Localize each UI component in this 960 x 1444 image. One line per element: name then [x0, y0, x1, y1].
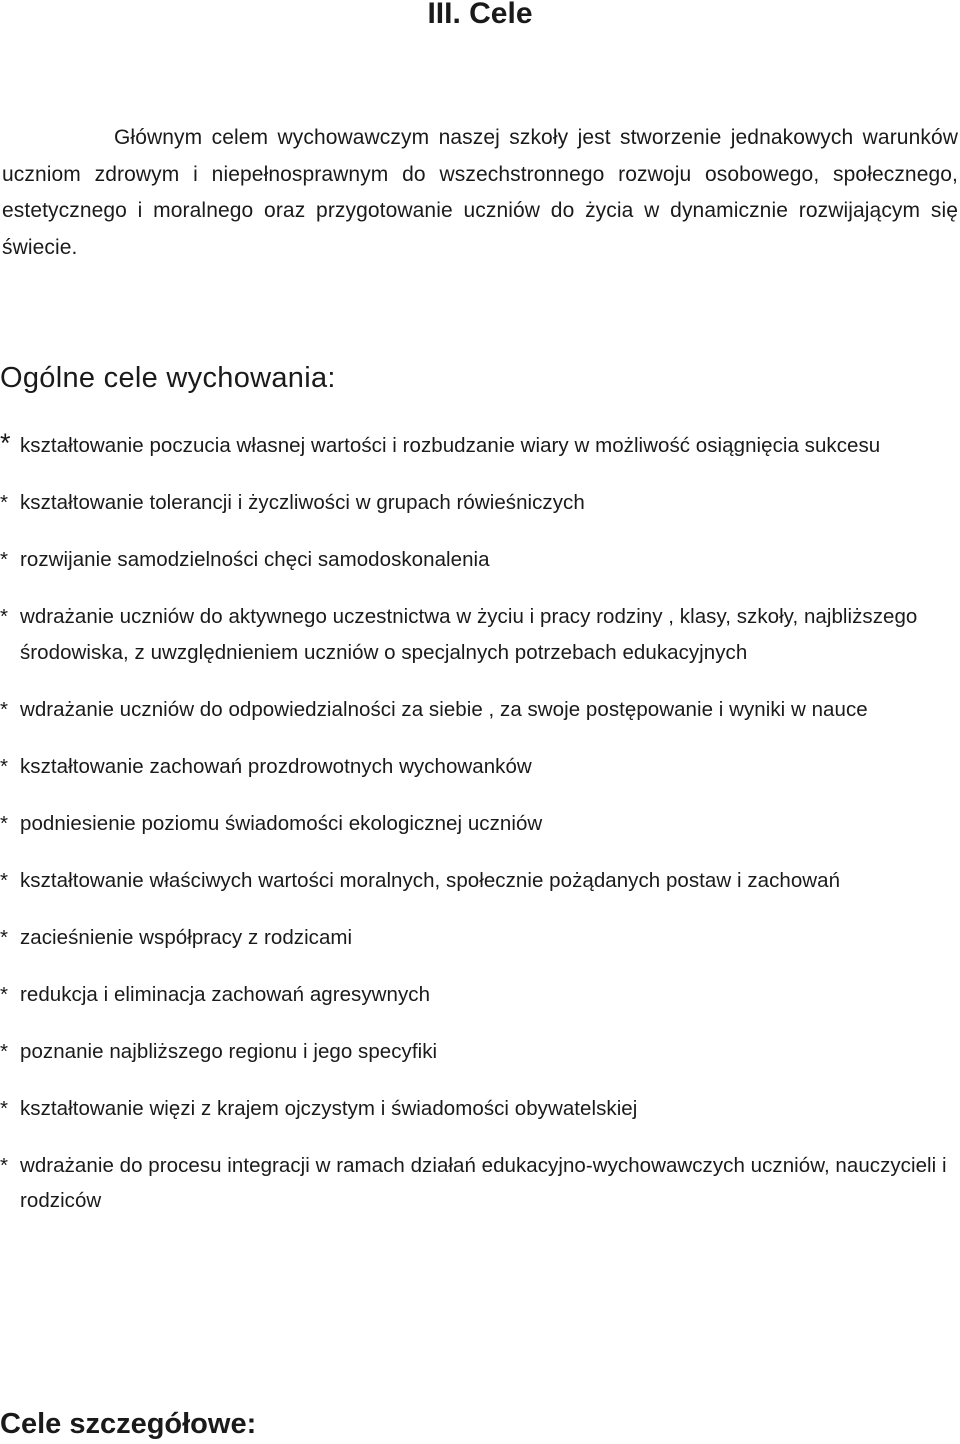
goal-item [0, 977, 960, 1013]
detailed-goals-heading: Cele szczegółowe: [0, 1408, 257, 1440]
goal-text: rozwijanie samodzielności chęci samodoskonalenia [20, 548, 490, 571]
goal-text: wdrażanie do procesu integracji w ramach działań edukacyjno-wychowawczych uczniów, nauczycieli i rodziców [20, 1153, 947, 1212]
bullet-star: * [0, 754, 9, 778]
bullet-star: * [0, 605, 9, 628]
goal-item [0, 599, 960, 670]
goal-text: kształtowanie właściwych wartości moralnych, społecznie pożądanych postaw i zachowań [20, 868, 841, 892]
bullet-star: * [0, 697, 9, 721]
goal-item [0, 1091, 960, 1127]
bullet-star: * [0, 491, 9, 514]
bullet-star: * [0, 1039, 9, 1063]
goal-text: zacieśnienie współpracy z rodzicami [20, 925, 353, 949]
bullet-star: * [0, 811, 9, 835]
goal-item [0, 426, 960, 464]
goal-text: kształtowanie tolerancji i życzliwości w grupach rówieśniczych [20, 491, 585, 514]
goal-item [0, 1034, 960, 1070]
bullet-star: * [0, 548, 9, 571]
bullet-star: * [0, 925, 9, 949]
goal-text: wdrażanie uczniów do odpowiedzialności za siebie , za swoje postępowanie i wyniki w nauce [20, 697, 868, 721]
goal-text: podniesienie poziomu świadomości ekologicznej uczniów [20, 811, 543, 835]
general-goals-heading: Ogólne cele wychowania: [0, 362, 336, 394]
goal-item [0, 749, 960, 785]
goal-item [0, 485, 960, 521]
bullet-star: * [0, 1153, 9, 1177]
goal-text: wdrażanie uczniów do aktywnego uczestnictwa w życiu i pracy rodziny , klasy, szkoły, najbliższego środowiska, z uwzględnieniem uczniów o specjalnych potrzebach edukacyjnych [20, 605, 918, 664]
goal-item [0, 542, 960, 578]
bullet-star: * [0, 982, 9, 1006]
goal-text: kształtowanie poczucia własnej wartości i rozbudzanie wiary w możliwość osiągnięcia sukcesu [20, 434, 881, 457]
goal-text: poznanie najbliższego regionu i jego specyfiki [20, 1039, 438, 1063]
goal-text: redukcja i eliminacja zachowań agresywnych [20, 982, 431, 1006]
goal-item [0, 920, 960, 956]
section-title: III. Cele [427, 0, 533, 30]
goal-text: kształtowanie więzi z krajem ojczystym i świadomości obywatelskiej [20, 1096, 638, 1120]
goal-item [0, 1148, 960, 1219]
goal-item [0, 863, 960, 899]
general-goals-list [0, 426, 960, 1240]
bullet-star: * [0, 868, 9, 892]
intro-paragraph: Głównym celem wychowawczym naszej szkoły jest stworzenie jednakowych warunków uczniom zdrowym i niepełnosprawnym do wszechstronnego rozwoju osobowego, społecznego, estetycznego i moralnego oraz przygotowanie uczniów do życia w dynamicznie rozwijającym się świecie. [2, 126, 958, 259]
goal-text: kształtowanie zachowań prozdrowotnych wychowanków [20, 754, 532, 778]
goal-item [0, 806, 960, 842]
goal-item [0, 692, 960, 728]
bullet-star: * [0, 1096, 9, 1120]
bullet-star: * [0, 428, 11, 458]
